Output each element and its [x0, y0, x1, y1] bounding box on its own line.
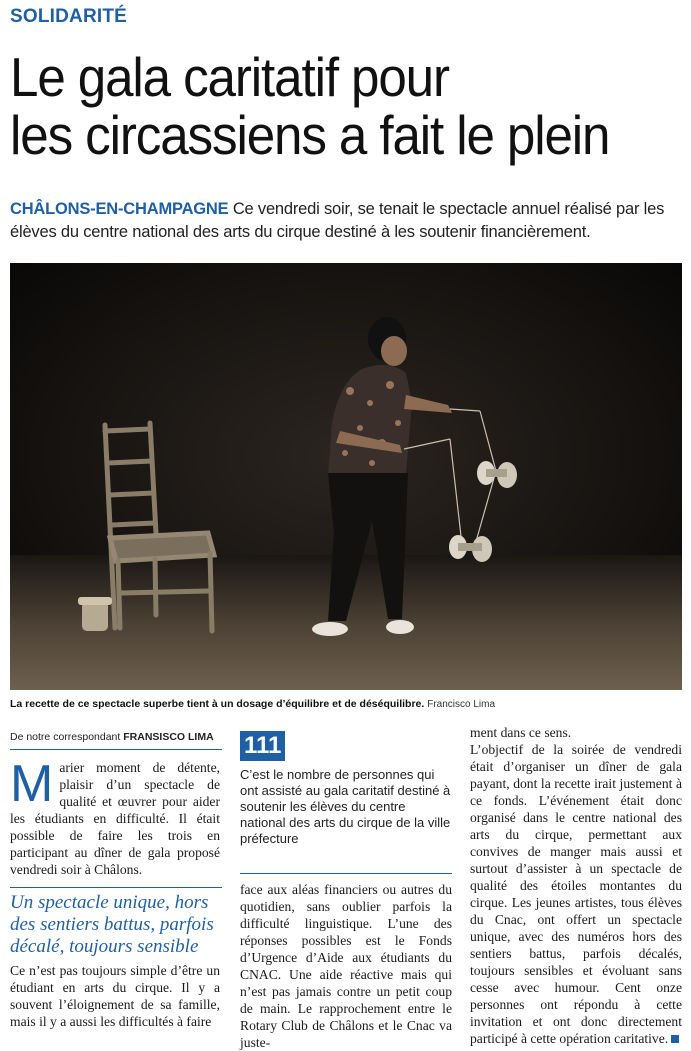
byline-prefix: De notre correspondant [10, 731, 124, 743]
lead-text: arier moment de détente, plaisir d’un spectacle de qualité et œuvrer pour aider les étudiants en difficulté. Il était possible de faire les trois en participant au dîner de gala proposé vendredi soir à Châlons. [10, 760, 220, 877]
stat-text: C’est le nombre de personnes qui ont assisté au gala caritatif destiné à soutenir les élèves du centre national des arts du cirque de la ville préfecture [240, 767, 451, 846]
headline [10, 48, 642, 164]
drop-cap: M [10, 755, 54, 813]
byline-author: FRANSISCO LIMA [123, 731, 214, 743]
photo-credit: Francisco Lima [427, 699, 496, 710]
byline [10, 731, 214, 743]
column-3-text: L’objectif de la soirée de vendredi était d’organiser un dîner de gala payant, dont la recette irait justement à ce fonds. L’événement était donc organisé dans le centre national des arts du cirque, permettant aux convives de manger mais aussi et surtout d’assister à un spectacle de qualité des étoiles montantes du cirque. Les jeunes artistes, tous élèves du Cnac, ont offert un spectacle unique, avec des numéros hors des sentiers battus, parfois décalés, toujours sensibles et évoluant sans cesse avec humour. Cent onze personnes ont répondu à cette invitation et ont donc directement participé à cette opération caritative. [470, 742, 682, 1046]
standfirst-text: Ce vendredi soir, se tenait le spectacle annuel réalisé par les élèves du centre national des arts du cirque destiné à les soutenir financièrement. [10, 200, 665, 241]
section-rubric: SOLIDARITÉ [10, 6, 128, 27]
body-paragraph-column-1: Ce n’est pas toujours simple d’être un étudiant en arts du cirque. Il y a souvent l’éloignement de sa famille, mais il y a aussi les difficultés à faire [10, 963, 220, 1029]
stat-divider [240, 873, 452, 874]
photo-caption [10, 698, 685, 710]
body-paragraph-column-3a: ment dans ce sens. [470, 725, 572, 740]
dateline-place: CHÂLONS-EN-CHAMPAGNE [10, 200, 229, 218]
foot-stool-shape [78, 597, 112, 631]
headline-line-2: les circassiens a fait le plein [10, 104, 610, 166]
end-of-article-square-icon [671, 1035, 679, 1043]
lead-paragraph [10, 755, 220, 878]
article-photo [10, 263, 682, 690]
standfirst [10, 198, 685, 244]
body-column-3 [470, 724, 682, 1047]
body-paragraph-column-3b [470, 741, 682, 1047]
body-paragraph-column-2: face aux aléas financiers ou autres du quotidien, sans oublier parfois la difficulté linguistique. L’une des réponses possibles est le Fonds d’Urgence d’Aide aux étudiants du CNAC. Une aide réactive mais qui n’est pas jamais contre un petit coup de main. Le rapprochement entre le Rotary Club de Châlons et le Cnac va juste- [240, 882, 452, 1050]
caption-text: La recette de ce spectacle superbe tient à un dosage d’équilibre et de déséquilibre. [10, 698, 425, 710]
diabolo-performer-illustration [10, 263, 682, 690]
headline-line-1: Le gala caritatif pour [10, 46, 449, 108]
stat-box [240, 731, 452, 847]
stat-number: 111 [240, 731, 285, 761]
intertitle: Un spectacle unique, hors des sentiers battus, parfois décalé, toujours sensible [10, 887, 222, 958]
byline-divider [10, 749, 222, 750]
